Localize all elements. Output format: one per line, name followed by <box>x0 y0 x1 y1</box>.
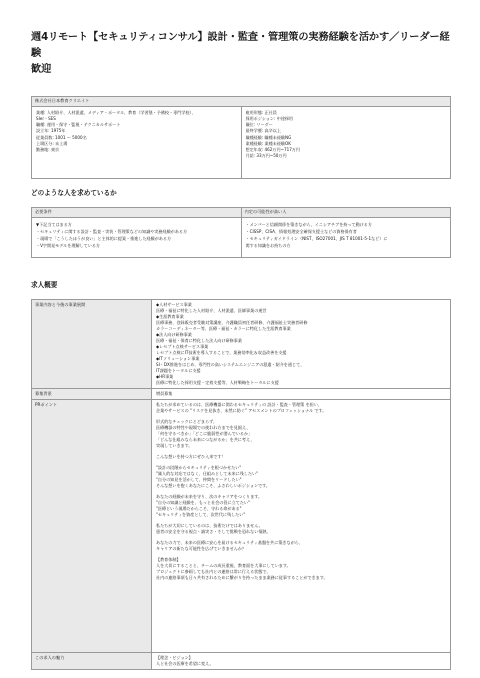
pr-line: キャリアの新たな可能性を広げていきませんか？ <box>156 545 247 551</box>
pr-line: 患者の安全を守る視点・誠実さ・そして挑戦を恐れない情熱。 <box>156 528 271 534</box>
business-line: 医療・福祉に特化した人材紹介、人材派遣、医師事業の運営 <box>156 307 267 313</box>
details-heading: 求人概要 <box>31 280 58 289</box>
business-line: ◆法人向け研修事業 <box>156 331 192 337</box>
pr-line: あなたの経験が未来を守り、次のキャリアをつくります。 <box>156 493 263 499</box>
appeal-line: 【理念・ビジョン】 <box>156 654 193 660</box>
required-conditions <box>32 217 242 257</box>
background-value: 増員募集 <box>152 388 451 399</box>
required-header: 必要条件 <box>32 207 242 217</box>
business-line: SI・DX推進をはじめ、専門性の高いシステムエンジニアの派遣・紹介を通じて、 <box>156 361 305 367</box>
pr-line: "医療という現場だからこそ、守れる命がある" <box>156 505 242 511</box>
appeal-line: 人と社会の医療を希望に変え。 <box>156 660 214 666</box>
business-line: ◆人材サービス事業 <box>156 301 192 307</box>
job-title <box>31 30 451 78</box>
preferred-item: ・メンバーと信頼関係を築きながら、イニシアチブを持って動ける方 <box>245 221 372 227</box>
background-label: 募集背景 <box>32 388 152 399</box>
company-basic-info <box>32 106 242 178</box>
pr-line: 【教育体制】 <box>156 556 181 562</box>
business-line: ◆生涯教育事業 <box>156 313 184 319</box>
pr-line: "セキュリティを資産として、次世代に残したい" <box>156 511 246 517</box>
company-location: 勤務地: 東京 <box>36 147 60 153</box>
preferred-conditions <box>241 217 451 257</box>
employment-type: 雇用形態: 正社員 <box>245 109 277 115</box>
pr-line: "自分の知見を活かして、仲間をリードしたい" <box>156 476 242 482</box>
business-line: ◆ITソリューション事業 <box>156 355 200 361</box>
annual-salary: 想定年収: 462万円~717万円 <box>245 147 300 153</box>
required-item: ▼下記当てはまる方 <box>36 221 72 227</box>
pr-line: 実現していきます。 <box>156 442 193 448</box>
required-item: ・V字開発モデルを理解している方 <box>36 243 101 249</box>
company-job-type: 職種: 運用・保守・監視・テクニカルサポート <box>36 122 121 128</box>
business-line: 医療・福祉・保育に特化した法人向け研修事業 <box>156 337 242 343</box>
business-content <box>152 299 451 388</box>
pr-line: 「何を守るべきか」「どこに脆弱性が潜んでいるか」 <box>156 430 253 436</box>
business-line: レセプト点検にIT技術を導入することで、業務効率化＆収益改善を支援 <box>156 349 287 355</box>
pr-line: こんな想いを持つ方にぜひ入来です！ <box>156 453 226 459</box>
company-listing: 上場区分: 未上場 <box>36 140 68 146</box>
job-experience: 職種経験: 職種未経験NG <box>245 134 292 140</box>
pr-line: 私たちが求めているのは、医療機器に関わるセキュリティの 設計・監査・管理策 を担い、 <box>156 401 322 407</box>
job-details-table <box>31 299 451 670</box>
requirements-table <box>31 207 451 258</box>
company-employees: 従業員数: 1001 ～ 5000名 <box>36 134 87 140</box>
pr-line: あなたの力で、未来の医療に安心を届けるセキュリティ基盤を共に築きながら、 <box>156 539 303 545</box>
preferred-header: 内定の可能性が高い人 <box>241 207 451 217</box>
employment-conditions <box>241 106 451 178</box>
job-title-line-1: 週4リモート【セキュリティコンサル】設計・監査・管理策の実務経験を活かす／リーダー経験 <box>31 32 450 59</box>
company-industry: 業種: 人材紹介、人材派遣、メディア・ポータル、教育（学習塾・予備校・専門学校）、 <box>36 109 196 115</box>
pr-line: そんな想いを抱くあなたにこそ、ふさわしいポジションです。 <box>156 482 271 488</box>
requirements-heading: どのような人を求めているか <box>31 188 117 197</box>
preferred-item: ・CISSP、CISA、情報処理安全確保支援士などの資格保有者 <box>245 228 357 234</box>
industry-experience: 業種経験: 業種未経験OK <box>245 140 291 146</box>
business-line: カラーコーディネーター等、医療・福祉・カラーに特化した生涯教育事業 <box>156 325 291 331</box>
company-founded: 設立年: 1975年 <box>36 128 66 134</box>
company-industry-cont: SIer・SES <box>36 116 56 121</box>
pr-line: 「どんな仕組みなら未来につながるか」を共に考え、 <box>156 436 255 442</box>
required-item: ・セキュリティに関する設計・監査・実装・管理策などの知識や実務経験がある方 <box>36 228 188 234</box>
education: 最終学歴: 高卒以上 <box>245 128 281 134</box>
business-line: ◆HR事業 <box>156 373 174 379</box>
required-item: ・現場で「こうしたほうが良い」と主体的に提案・推進した経験がある方 <box>36 236 172 241</box>
business-line: 医療事務、登録販売者受験対策講座、介護職員初任者研修、介護福祉士実務者研修 <box>156 319 308 325</box>
business-line: ◆レセプト点検サービス事業 <box>156 343 209 349</box>
preferred-item: 関する知識をお持ちの方 <box>245 243 291 249</box>
pr-content <box>152 399 451 652</box>
pr-line: 人を大切にすることと、チームの成長重視、教育面を大事にしています。 <box>156 562 291 568</box>
job-level: 職位: リーダー <box>245 122 273 128</box>
preferred-item: ・セキュリティガイドライン（NIST、ISO27001、JIS T 81001-5-1など）に <box>245 236 388 241</box>
pr-line: 社内の連絡事項も日々共有されるために繋がりを持ったまま業務に従事することができます。 <box>156 574 328 580</box>
business-label: 事業内容と今後の事業展開 <box>32 299 152 388</box>
pr-line: 私たちが大切にしているのは、技術だけではありません。 <box>156 522 263 528</box>
job-title-line-2: 歓迎 <box>31 64 52 75</box>
monthly-salary: 月給: 33万円~50万円 <box>245 153 287 159</box>
pr-line: 医療機器の特性や現場での使われ方までを見据え、 <box>156 424 251 430</box>
business-line: IT課題をトータルに支援 <box>156 367 201 373</box>
company-info-table <box>31 96 451 179</box>
business-line: 医療に特化した採用支援・定着支援等、人材戦略をトータルに支援 <box>156 379 279 385</box>
hiring-position: 採用ポジション: 中途採用 <box>245 116 294 121</box>
pr-line: "設計の段階からセキュリティを根づかせたい" <box>156 464 242 470</box>
appeal-label: この求人の魅力 <box>32 652 152 669</box>
pr-line: "属人的な対応ではなく、仕組みとして未来に残したい" <box>156 470 258 476</box>
pr-line: "自分の知識と経験を、もっと社会の役に立てたい" <box>156 499 250 505</box>
pr-line: プロジェクトに参画しても社内との連絡は常に行える状態で、 <box>156 568 271 574</box>
company-name: 株式会社日本教育クリエイト <box>32 97 451 107</box>
appeal-content <box>152 652 451 669</box>
pr-line: 企業やサービスの "リスクを見抜き、未然に防ぐ" アセスメントのプロフェッショナル です。 <box>156 407 327 413</box>
pr-line: 形式的なチェックにとどまらず、 <box>156 418 217 424</box>
pr-label: PRポイント <box>32 399 152 652</box>
